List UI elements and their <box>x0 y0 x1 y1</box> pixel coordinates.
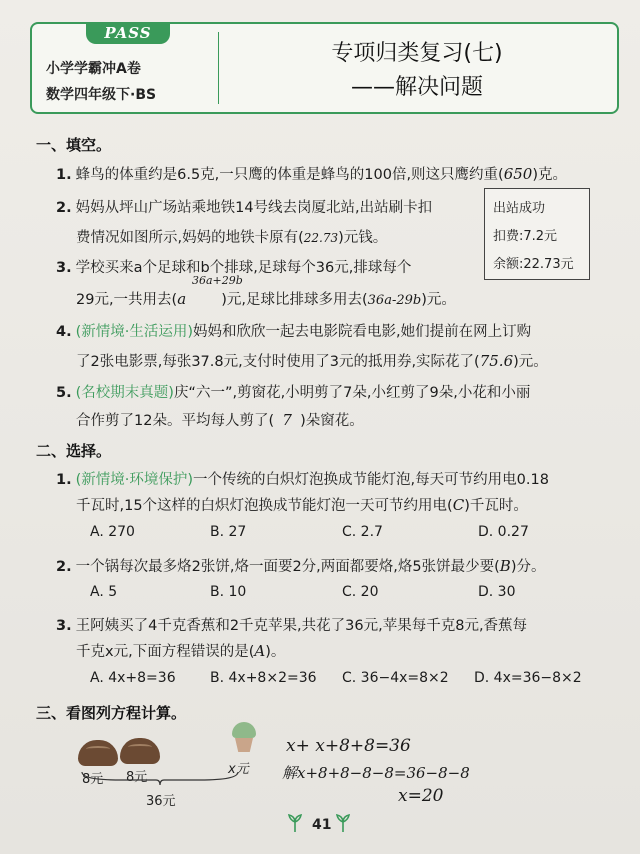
fill-question-5-line1 <box>56 381 530 402</box>
question-text-end: )元。 <box>513 354 548 370</box>
question-text: 妈妈和欣欣一起去电影院看电影,她们提前在网上订购 <box>193 324 532 340</box>
option-d: D. 30 <box>478 584 516 600</box>
handwritten-answer: C <box>452 496 465 514</box>
choice-question-1-line2 <box>76 494 528 515</box>
choice-question-2 <box>56 555 545 576</box>
bread-icon <box>120 738 160 764</box>
option-a: A. 4x+8=36 <box>90 670 176 686</box>
section3-heading: 三、看图列方程计算。 <box>36 704 187 722</box>
question-tag: (新情境·生活运用) <box>75 324 194 340</box>
sprout-icon <box>288 812 302 832</box>
option-b: B. 4x+8×2=36 <box>210 670 317 686</box>
question-text: )元,足球比排球多用去( <box>221 292 368 308</box>
page-subtitle: ——解决问题 <box>350 75 483 100</box>
handwritten-answer: 7 <box>282 411 292 429</box>
question-text: 一个传统的白炽灯泡换成节能灯泡,每天可节约用电0.18 <box>193 472 549 488</box>
handwritten-work-line3: x=20 <box>398 786 444 806</box>
question-text-end: )元钱。 <box>338 230 388 246</box>
handwritten-answer: 22.73 <box>303 231 339 245</box>
option-b: B. 27 <box>210 524 247 540</box>
question-number: 1. <box>56 472 72 488</box>
question-text: 了2张电影票,每张37.8元,支付时使用了3元的抵用券,实际花了( <box>76 354 480 370</box>
cupcake-frosting <box>232 722 256 738</box>
option-c: C. 2.7 <box>342 524 383 540</box>
question-text: 庆“六一”,剪窗花,小明剪了7朵,小红剪了9朵,小花和小丽 <box>173 385 531 401</box>
fill-question-4-line2 <box>76 350 548 371</box>
page-number: 41 <box>312 817 332 833</box>
question-tag: (新情境·环境保护) <box>75 472 194 488</box>
cupcake-icon <box>232 722 256 754</box>
total-brace <box>80 770 240 786</box>
receipt-balance: 余额:22.73元 <box>493 257 574 272</box>
sprout-icon <box>336 812 350 832</box>
fill-question-5-line2 <box>76 409 364 430</box>
cupcake-cup <box>235 738 253 752</box>
question-text: 千瓦时,15个这样的白炽灯泡换成节能灯泡一天可节约用电( <box>76 498 453 514</box>
option-d: D. 4x=36−8×2 <box>474 670 582 686</box>
handwritten-work-line1: x+ x+8+8=36 <box>286 736 411 756</box>
receipt-title: 出站成功 <box>493 201 546 216</box>
handwritten-answer: 75.6 <box>479 352 514 370</box>
question-text-end: )分。 <box>510 559 546 575</box>
question-text: 费情况如图所示,妈妈的地铁卡原有( <box>76 230 304 246</box>
question-text: 妈妈从坪山广场站乘地铁14号线去岗厦北站,出站刷卡扣 <box>75 200 433 216</box>
fill-question-3-line2 <box>76 288 456 309</box>
bread1-price: 8元 <box>82 772 104 787</box>
handwritten-work-line2: 解x+8+8−8−8=36−8−8 <box>282 764 470 782</box>
page-title: 专项归类复习(七) <box>331 41 503 66</box>
question-text: 王阿姨买了4千克香蕉和2千克苹果,共花了36元,苹果每千克8元,香蕉每 <box>75 618 528 634</box>
fill-question-4-line1 <box>56 320 531 341</box>
header-divider <box>218 32 219 104</box>
fill-question-2-line2 <box>76 226 387 247</box>
question-text-end: )千瓦时。 <box>464 498 528 514</box>
choice-question-1-line1 <box>56 468 549 489</box>
question-text: 合作剪了12朵。平均每人剪了( <box>76 413 275 429</box>
pass-logo: PASS <box>86 22 170 44</box>
total-price: 36元 <box>146 794 176 809</box>
handwritten-answer-2: 36a-29b <box>367 293 422 308</box>
fill-question-1 <box>56 163 567 184</box>
section1-heading: 一、填空。 <box>36 136 112 154</box>
fill-question-2-line1 <box>56 196 432 217</box>
worksheet-header <box>30 22 619 114</box>
receipt-fee: 扣费:7.2元 <box>493 229 558 244</box>
grade-label: 数学四年级下·BS <box>46 87 157 103</box>
option-a: A. 270 <box>90 524 135 540</box>
question-number: 2. <box>56 200 72 216</box>
section2-heading: 二、选择。 <box>36 442 112 460</box>
question-text: 千克x元,下面方程错误的是( <box>76 644 255 660</box>
choice-question-3-line2 <box>76 640 285 661</box>
handwritten-answer: a <box>177 290 187 308</box>
bread2-price: 8元 <box>126 770 148 785</box>
option-c: C. 36−4x=8×2 <box>342 670 449 686</box>
option-d: D. 0.27 <box>478 524 529 540</box>
question-text: 一个锅每次最多烙2张饼,烙一面要2分,两面都要烙,烙5张饼最少要( <box>75 559 500 575</box>
handwritten-answer: B <box>499 557 511 575</box>
choice-question-3-line1 <box>56 614 527 635</box>
option-a: A. 5 <box>90 584 118 600</box>
handwritten-answer-top: 36a+29b <box>192 274 243 287</box>
question-number: 3. <box>56 260 72 276</box>
question-number: 1. <box>56 167 72 183</box>
question-text-end: )克。 <box>532 167 568 183</box>
question-number: 3. <box>56 618 72 634</box>
question-number: 4. <box>56 324 72 340</box>
question-tag: (名校期末真题) <box>75 385 174 401</box>
question-text: 蜂鸟的体重约是6.5克,一只鹰的体重是蜂鸟的100倍,则这只鹰约重( <box>75 167 504 183</box>
question-text-end: )朵窗花。 <box>300 413 364 429</box>
option-c: C. 20 <box>342 584 379 600</box>
question-number: 5. <box>56 385 72 401</box>
handwritten-answer: A <box>254 642 266 660</box>
question-text-end: )元。 <box>421 292 456 308</box>
question-number: 2. <box>56 559 72 575</box>
cake-price: x元 <box>228 762 249 777</box>
handwritten-answer: 650 <box>503 165 533 183</box>
question-text: 29元,一共用去( <box>76 292 178 308</box>
metro-receipt <box>484 188 590 280</box>
series-name: 小学学霸冲A卷 <box>46 61 141 77</box>
bread-icon <box>78 740 118 766</box>
question-text: 学校买来a个足球和b个排球,足球每个36元,排球每个 <box>75 260 412 276</box>
option-b: B. 10 <box>210 584 247 600</box>
question-text-end: )。 <box>265 644 286 660</box>
